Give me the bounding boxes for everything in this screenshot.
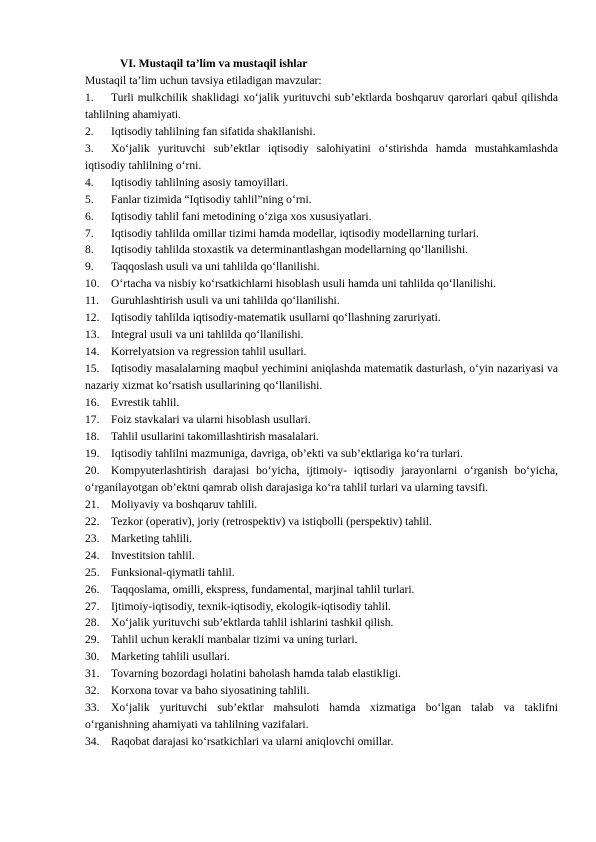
list-item-number: 2. — [85, 124, 94, 138]
list-item-text: Kompyuterlashtirish darajasi bo‘yicha, ijtimoiy- iqtisodiy jarayonlarni o‘rganish bo‘yicha, o‘rganilayotgan ob’ektni qamrab olish darajasiga ko‘ra tahlil turlari va ularning tavsifi. — [85, 463, 558, 494]
list-item-text: Iqtisodiy tahlilda iqtisodiy-matematik usullarni qo‘llashning zaruriyati. — [111, 311, 441, 325]
list-item — [85, 209, 558, 226]
list-item — [85, 141, 558, 175]
list-item — [85, 497, 558, 514]
list-item-text: Raqobat darajasi ko‘rsatkichlari va ularni aniqlovchi omillar. — [111, 735, 394, 749]
list-item-number: 5. — [85, 192, 94, 206]
list-item — [85, 514, 558, 531]
list-item-number: 7. — [85, 226, 94, 240]
list-item-number: 16. — [85, 396, 100, 410]
list-item — [85, 276, 558, 293]
list-item — [85, 90, 558, 124]
list-item-number: 30. — [85, 650, 100, 664]
list-item-text: Investitsion tahlil. — [111, 548, 195, 562]
list-item — [85, 124, 558, 141]
list-item — [85, 429, 558, 446]
list-item — [85, 293, 558, 310]
list-item — [85, 683, 558, 700]
list-item-text: Fanlar tizimida “Iqtisodiy tahlil”ning o‘rni. — [111, 192, 312, 206]
list-item — [85, 700, 558, 734]
list-item-text: Tahlil usullarini takomillashtirish masalalari. — [111, 429, 319, 443]
list-item — [85, 463, 558, 497]
list-item-text: Tezkor (operativ), joriy (retrospektiv) va istiqbolli (perspektiv) tahlil. — [111, 514, 432, 528]
list-item-text: Tovarning bozordagi holatini baholash hamda talab elastikligi. — [111, 667, 401, 681]
list-item-number: 14. — [85, 345, 100, 359]
list-item — [85, 344, 558, 361]
list-item-number: 23. — [85, 531, 100, 545]
list-item-number: 27. — [85, 599, 100, 613]
list-item-number: 13. — [85, 328, 100, 342]
page-content — [85, 56, 558, 751]
list-item-number: 9. — [85, 260, 94, 274]
list-item — [85, 548, 558, 565]
list-item — [85, 599, 558, 616]
list-item-text: Turli mulkchilik shaklidagi xo‘jalik yurituvchi sub’ektlarda boshqaruv qarorlari qabul qilishda tahlilning ahamiyati. — [85, 90, 558, 121]
list-item-text: Iqtisodiy masalalarning maqbul yechimini aniqlashda matematik dasturlash, o‘yin nazariyasi va nazariy xizmat ko‘rsatish usullarining qo‘llanilishi. — [85, 362, 558, 393]
list-item-text: Iqtisodiy tahlil fani metodining o‘ziga xos xususiyatlari. — [111, 209, 372, 223]
list-item-text: Korrelyatsion va regression tahlil usullari. — [111, 345, 307, 359]
list-item-text: Foiz stavkalari va ularni hisoblash usullari. — [111, 413, 311, 427]
list-item — [85, 565, 558, 582]
list-item — [85, 615, 558, 632]
list-item-text: Iqtisodiy tahlilning fan sifatida shakllanishi. — [111, 124, 316, 138]
list-item-text: Iqtisodiy tahlilda stoxastik va determinantlashgan modellarning qo‘llanilishi. — [111, 243, 469, 257]
list-item-number: 29. — [85, 633, 100, 647]
list-item-number: 1. — [85, 90, 94, 104]
list-item-number: 8. — [85, 243, 94, 257]
topic-list — [85, 90, 558, 751]
list-item-number: 26. — [85, 582, 100, 596]
list-item-number: 6. — [85, 209, 94, 223]
list-item-text: Funksional-qiymatli tahlil. — [111, 565, 235, 579]
list-item-number: 34. — [85, 735, 100, 749]
list-item-number: 24. — [85, 548, 100, 562]
list-item-number: 15. — [85, 362, 100, 376]
list-item-number: 20. — [85, 463, 100, 477]
list-item-text: Moliyaviy va boshqaruv tahlili. — [111, 497, 258, 511]
list-item-text: Ijtimoiy-iqtisodiy, texnik-iqtisodiy, ekologik-iqtisodiy tahlil. — [111, 599, 391, 613]
list-item — [85, 412, 558, 429]
list-item-text: Guruhlashtirish usuli va uni tahlilda qo‘llanilishi. — [111, 294, 340, 308]
list-item — [85, 395, 558, 412]
list-item — [85, 226, 558, 243]
list-item-text: Integral usuli va uni tahlilda qo‘llanilishi. — [111, 328, 304, 342]
list-item-number: 21. — [85, 497, 100, 511]
list-item-text: Iqtisodiy tahlilni mazmuniga, davriga, ob’ekti va sub’ektlariga ko‘ra turlari. — [111, 446, 463, 460]
list-item-text: Taqqoslash usuli va uni tahlilda qo‘llanilishi. — [111, 260, 320, 274]
intro-text: Mustaqil ta’lim uchun tavsiya etiladigan mavzular: — [85, 73, 322, 87]
list-item-number: 12. — [85, 311, 100, 325]
list-item-text: Xo‘jalik yurituvchi sub’ektlar iqtisodiy salohiyatini o‘stirishda hamda mustahkamlashda iqtisodiy tahlilning o‘rni. — [85, 141, 558, 172]
list-item-text: Xo‘jalik yurituvchi sub’ektlarda tahlil ishlarini tashkil qilish. — [111, 616, 394, 630]
list-item-text: Tahlil uchun kerakli manbalar tizimi va uning turlari. — [111, 633, 358, 647]
list-item-number: 28. — [85, 616, 100, 630]
list-item-number: 22. — [85, 514, 100, 528]
list-item-text: O‘rtacha va nisbiy ko‘rsatkichlarni hisoblash usuli hamda uni tahlilda qo‘llanilishi. — [111, 277, 497, 291]
list-item-text: Taqqoslama, omilli, ekspress, fundamental, marjinal tahlil turlari. — [111, 582, 415, 596]
list-item — [85, 531, 558, 548]
list-item — [85, 327, 558, 344]
list-item-number: 10. — [85, 277, 100, 291]
list-item — [85, 175, 558, 192]
list-item-number: 11. — [85, 294, 100, 308]
list-item-number: 25. — [85, 565, 100, 579]
list-item-text: Iqtisodiy tahlilning asosiy tamoyillari. — [111, 175, 289, 189]
list-item-number: 18. — [85, 429, 100, 443]
list-item-text: Marketing tahlili. — [111, 531, 193, 545]
list-item-number: 3. — [85, 141, 94, 155]
list-item-number: 17. — [85, 413, 100, 427]
list-item-text: Iqtisodiy tahlilda omillar tizimi hamda modellar, iqtisodiy modellarning turlari. — [111, 226, 479, 240]
list-item-number: 32. — [85, 684, 100, 698]
list-item — [85, 446, 558, 463]
list-item — [85, 582, 558, 599]
list-item — [85, 649, 558, 666]
list-item-text: Marketing tahlili usullari. — [111, 650, 230, 664]
list-item — [85, 734, 558, 751]
list-item-text: Evrestik tahlil. — [111, 396, 180, 410]
list-item-number: 19. — [85, 446, 100, 460]
list-item-number: 4. — [85, 175, 94, 189]
list-item — [85, 632, 558, 649]
list-item — [85, 242, 558, 259]
list-item — [85, 192, 558, 209]
list-item-number: 33. — [85, 701, 100, 715]
list-item-text: Xo‘jalik yurituvchi sub’ektlar mahsuloti hamda xizmatiga bo‘lgan talab va taklifni o‘rganishning ahamiyati va tahlilning vazifalari. — [85, 701, 558, 732]
list-item-number: 31. — [85, 667, 100, 681]
list-item — [85, 259, 558, 276]
section-heading: VI. Mustaqil ta’lim va mustaqil ishlar — [120, 57, 308, 70]
list-item — [85, 666, 558, 683]
list-item-text: Korxona tovar va baho siyosatining tahlili. — [111, 684, 310, 698]
list-item — [85, 361, 558, 395]
list-item — [85, 310, 558, 327]
